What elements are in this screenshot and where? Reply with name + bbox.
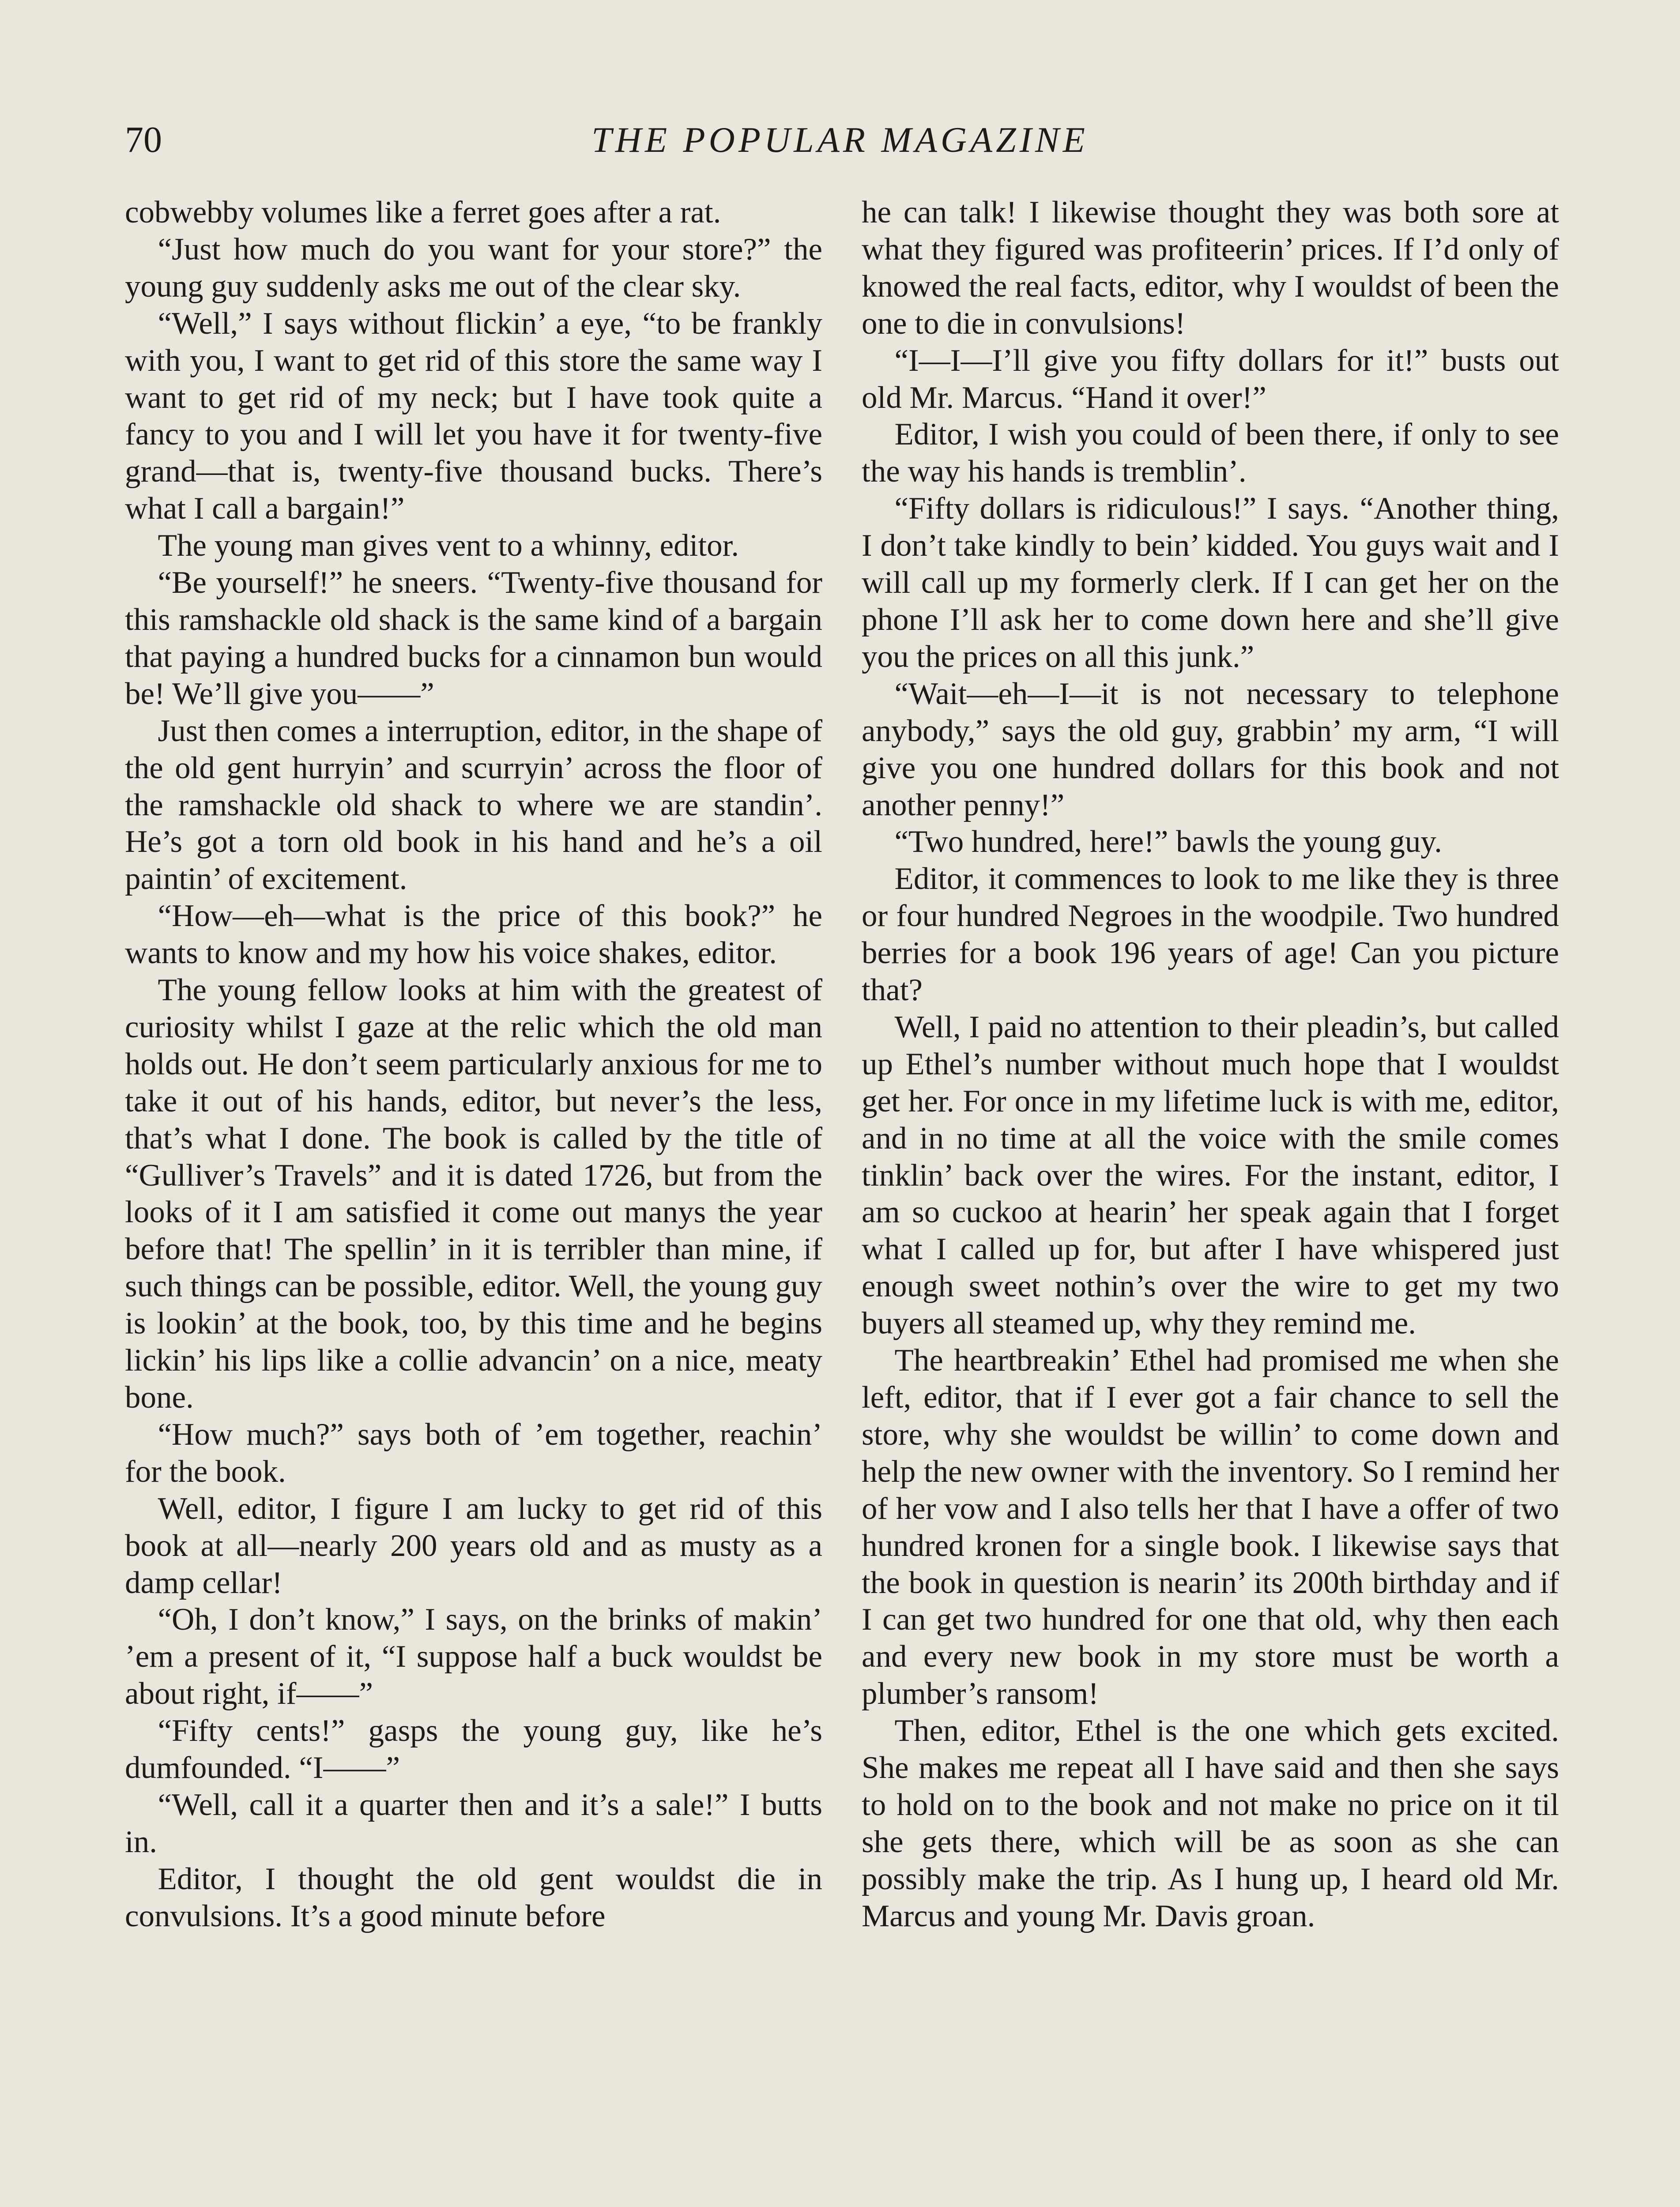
paragraph: “How much?” says both of ’em together, reachin’ for the book. [125,1417,822,1489]
paragraph: The young fellow looks at him with the greatest of curiosity whilst I gaze at the relic which the old man holds out. He don’t seem particularly anxious for me to take it out of his hands, editor, but never’s the less, that’s what I done. The book is called by the title of “Gulliver’s Travels” and it is dated 1726, but from the looks of it I am satisfied it come out manys the year before that! The spellin’ in it is terribler than mine, if such things can be possible, editor. Well, the young guy is lookin’ at the book, too, by this time and he begins lickin’ his lips like a collie advancin’ on a nice, meaty bone. [125,973,822,1415]
paragraph: cobwebby volumes like a ferret goes after a rat. [125,195,721,230]
paragraph: “Just how much do you want for your store?” the young guy suddenly asks me out of the clear sky. [125,232,822,304]
paragraph: “Well,” I says without flickin’ a eye, “to be frankly with you, I want to get rid of this store the same way I want to get rid of my neck; but I have took quite a fancy to you and I will let you have it for twenty-five grand—that is, twenty-five thousand bucks. There’s what I call a bargain!” [125,306,822,526]
paragraph: “How—eh—what is the price of this book?” he wants to know and my how his voice shakes, editor. [125,899,822,971]
paragraph: Well, I paid no attention to their pleadin’s, but called up Ethel’s number without much hope that I wouldst get her. For once in my lifetime luck is with me, editor, and in no time at all the voice with the smile comes tinklin’ back over the wires. For the instant, editor, I am so cuckoo at hearin’ her speak again that I forget what I called up for, but after I have whispered just enough sweet nothin’s over the wire to get my two buyers all steamed up, why they remind me. [862,1009,1559,1341]
paragraph: “I—I—I’ll give you fifty dollars for it!” busts out old Mr. Marcus. “Hand it over!” [862,343,1559,415]
paragraph: “Well, call it a quarter then and it’s a sale!” I butts in. [125,1787,822,1859]
paragraph: “Fifty dollars is ridiculous!” I says. “Another thing, I don’t take kindly to bein’ kidded. You guys wait and I will call up my formerly clerk. If I can get her on the phone I’ll ask her to come down here and she’ll give you the prices on all this junk.” [862,491,1559,674]
left-column [125,194,822,2207]
paragraph: Then, editor, Ethel is the one which gets excited. She makes me repeat all I have said and then she says to hold on to the book and not make no price on it til she gets there, which will be as soon as she can possibly make the trip. As I hung up, I heard old Mr. Marcus and young Mr. Davis groan. [862,1714,1559,1933]
paragraph: Editor, it commences to look to me like they is three or four hundred Negroes in the woodpile. Two hundred berries for a book 196 years of age! Can you picture that? [862,862,1559,1008]
magazine-title: THE POPULAR MAGAZINE [591,120,1089,160]
page-header [125,116,1555,169]
paragraph: The heartbreakin’ Ethel had promised me when she left, editor, that if I ever got a fair chance to sell the store, why she wouldst be willin’ to come down and help the new owner with the inventory. So I remind her of her vow and I also tells her that I have a offer of two hundred kronen for a single book. I likewise says that the book in question is nearin’ its 200th birthday and if I can get two hundred for one that old, why then each and every new book in my store must be worth a plumber’s ransom! [862,1343,1559,1711]
paragraph: “Oh, I don’t know,” I says, on the brinks of makin’ ’em a present of it, “I suppose half a buck wouldst be about right, if——” [125,1602,822,1711]
paragraph: Editor, I thought the old gent wouldst die in convulsions. It’s a good minute before [125,1861,822,1933]
paragraph: Well, editor, I figure I am lucky to get rid of this book at all—nearly 200 years old and as musty as a damp cellar! [125,1491,822,1600]
paragraph: “Fifty cents!” gasps the young guy, like he’s dumfounded. “I——” [125,1714,822,1785]
paragraph: “Wait—eh—I—it is not necessary to telephone anybody,” says the old guy, grabbin’ my arm, “I will give you one hundred dollars for this book and not another penny!” [862,676,1559,822]
paragraph: “Two hundred, here!” bawls the young guy. [894,825,1443,859]
page-number: 70 [125,119,162,160]
paragraph: he can talk! I likewise thought they was both sore at what they figured was profiteerin’ prices. If I’d only of knowed the real facts, editor, why I wouldst of been the one to die in convulsions! [862,195,1559,341]
paragraph: The young man gives vent to a whinny, editor. [158,528,739,563]
paragraph: Editor, I wish you could of been there, if only to see the way his hands is tremblin’. [862,417,1559,489]
paragraph: Just then comes a interruption, editor, in the shape of the old gent hurryin’ and scurryin’ across the floor of the ramshackle old shack to where we are standin’. He’s got a torn old book in his hand and he’s a oil paintin’ of excitement. [125,713,822,896]
right-column [862,194,1559,2207]
paragraph: “Be yourself!” he sneers. “Twenty-five thousand for this ramshackle old shack is the same kind of a bargain that paying a hundred bucks for a cinnamon bun would be! We’ll give you——” [125,565,822,711]
